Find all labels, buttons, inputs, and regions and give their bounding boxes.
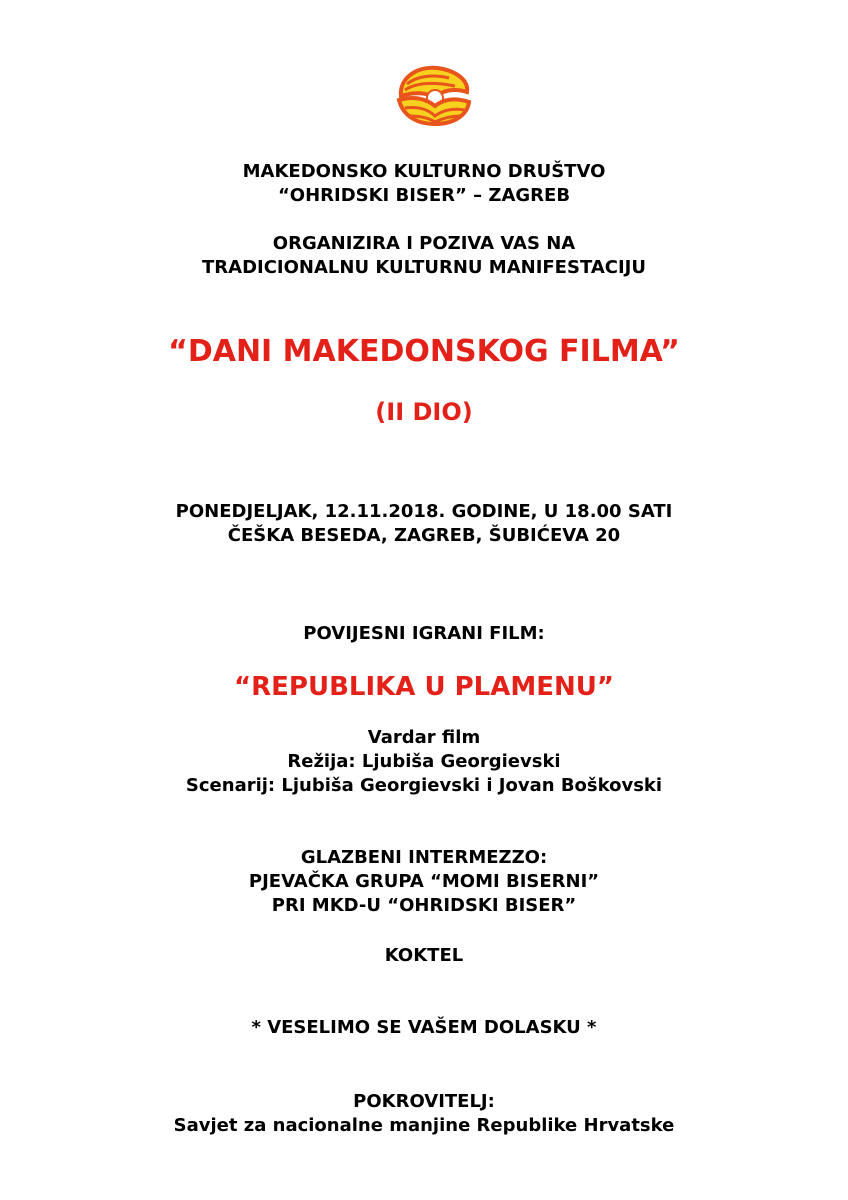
sponsor-label: POKROVITELJ: xyxy=(353,1091,495,1112)
cocktail-label: KOKTEL xyxy=(384,945,464,966)
sponsor-name: Savjet za nacionalne manjine Republike Hrvatske xyxy=(173,1115,675,1136)
music-affiliation: PRI MKD-U “OHRIDSKI BISER” xyxy=(271,895,577,916)
organizer-city: “OHRIDSKI BISER” – ZAGREB xyxy=(277,185,571,206)
film-genre: POVIJESNI IGRANI FILM: xyxy=(303,623,545,644)
oyster-pearl-logo-icon xyxy=(395,62,475,128)
film-title: “REPUBLIKA U PLAMENU” xyxy=(234,672,614,702)
invitation-line-1: ORGANIZIRA I POZIVA VAS NA xyxy=(272,233,576,254)
film-director: Režija: Ljubiša Georgievski xyxy=(287,751,561,772)
music-heading: GLAZBENI INTERMEZZO: xyxy=(300,847,548,868)
invitation-line-2: TRADICIONALNU KULTURNU MANIFESTACIJU xyxy=(202,257,646,278)
film-screenplay: Scenarij: Ljubiša Georgievski i Jovan Boškovski xyxy=(185,775,663,796)
event-datetime: PONEDJELJAK, 12.11.2018. GODINE, U 18.00 SATI xyxy=(175,501,673,522)
film-studio: Vardar film xyxy=(367,727,481,748)
event-venue: ČEŠKA BESEDA, ZAGREB, ŠUBIĆEVA 20 xyxy=(227,525,621,546)
event-part: (II DIO) xyxy=(375,398,473,426)
organizer-name: MAKEDONSKO KULTURNO DRUŠTVO xyxy=(242,161,606,182)
welcome-message: * VESELIMO SE VAŠEM DOLASKU * xyxy=(251,1017,597,1038)
music-group: PJEVAČKA GRUPA “MOMI BISERNI” xyxy=(248,871,600,892)
event-title: “DANI MAKEDONSKOG FILMA” xyxy=(168,334,680,369)
